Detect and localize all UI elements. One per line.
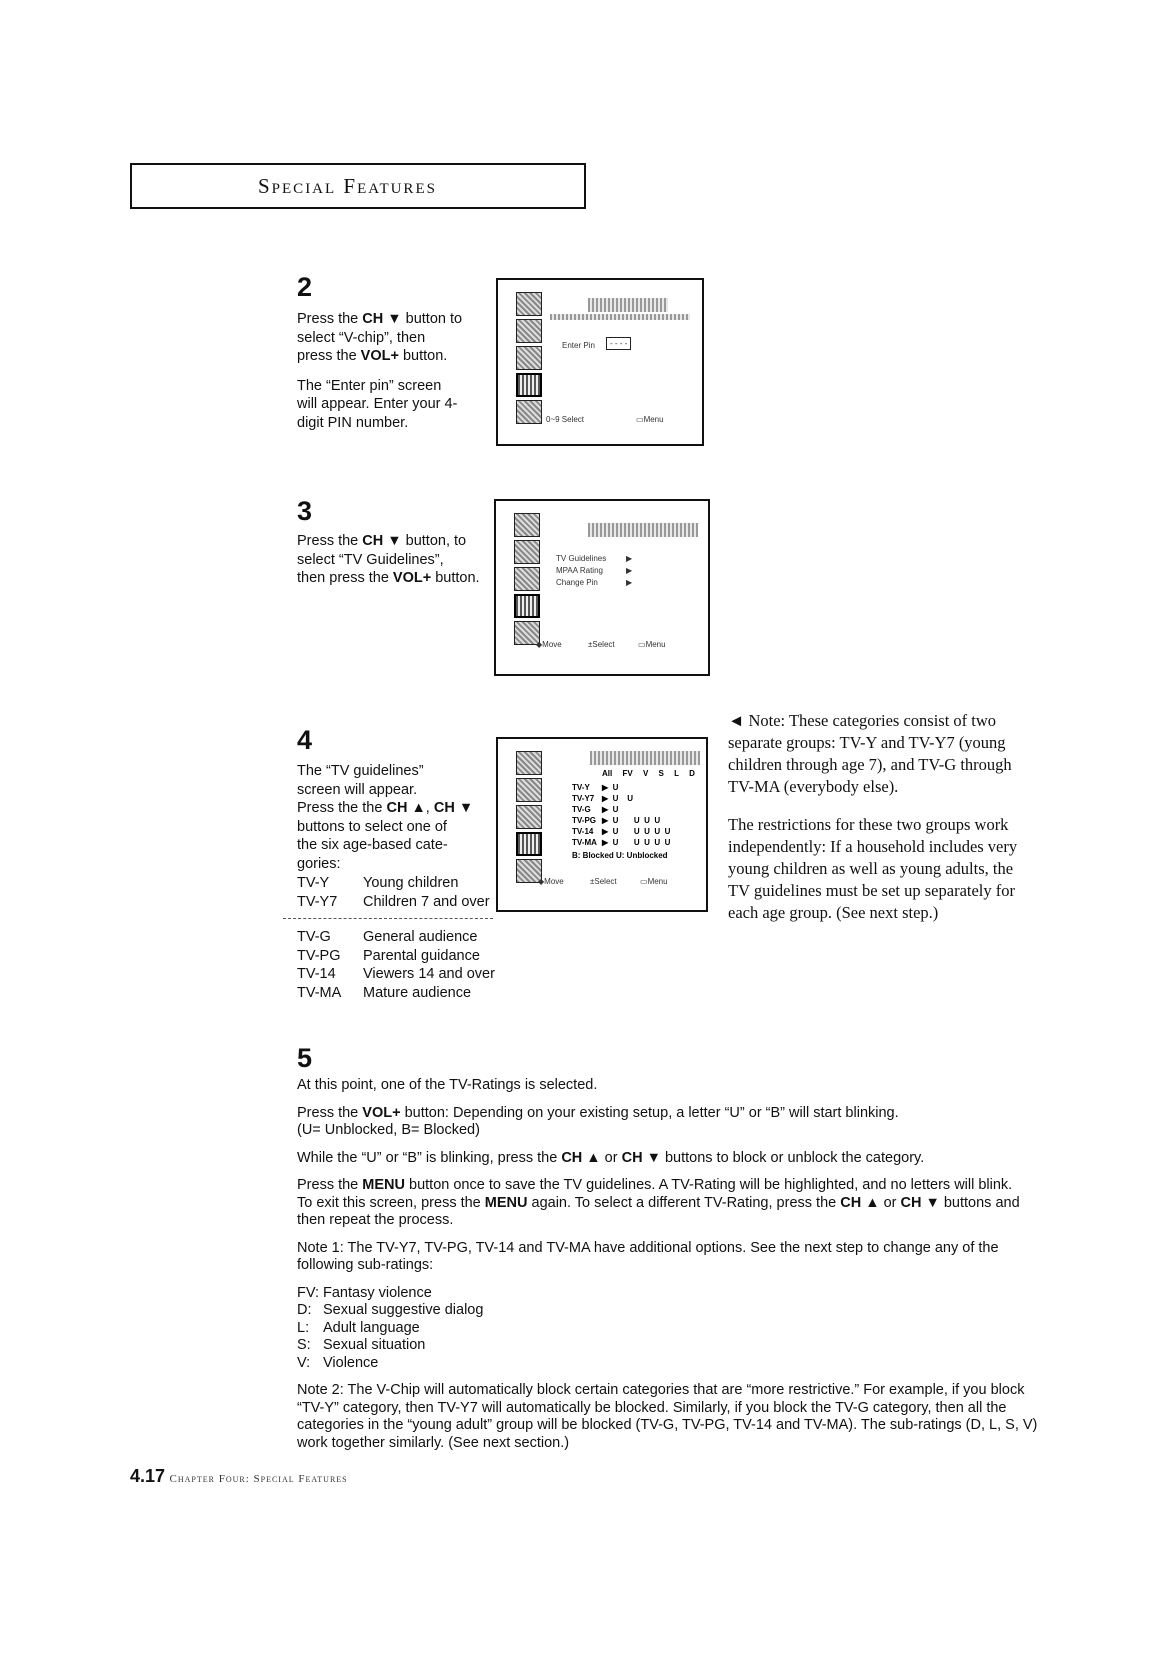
rating-row-tv-y7: TV-Y7 ▶ U U bbox=[572, 794, 634, 803]
sound-menu-icon bbox=[516, 319, 542, 343]
step-3-text: Press the CH ▼ button, to select “TV Guidelines”, then press the VOL+ button. bbox=[297, 533, 480, 586]
move-icon: ◆ bbox=[538, 877, 545, 886]
age-group-note: ◄ Note: These categories consist of two separate groups: TV-Y and TV-Y7 (young children through age 7), and TV-G through TV-MA (everybody else). The restrictions for these two groups work independently: If a household includes very young children as well as young adults, the TV guidelines must be set up separately for each age group. (See next step.) bbox=[728, 711, 1018, 922]
osd-title-banner bbox=[588, 523, 698, 537]
osd-title-banner bbox=[588, 298, 668, 312]
input-menu-icon bbox=[516, 400, 542, 424]
step-4-text: The “TV guidelines” screen will appear. Press the the CH ▲, CH ▼ buttons to select one of the six age-based cate- gories: bbox=[297, 763, 474, 872]
menu-icon: ▭ bbox=[640, 877, 648, 886]
step-4-number: 4 bbox=[297, 725, 313, 755]
menu-hint: ▭Menu bbox=[636, 415, 664, 424]
move-hint: ◆Move bbox=[536, 640, 562, 649]
tv-guidelines-menu-screen bbox=[494, 499, 710, 676]
rating-row-tv-y: TV-Y ▶ U bbox=[572, 783, 619, 792]
select-hint: 0~9 Select bbox=[546, 415, 585, 424]
rating-row-tv-g: TV-G ▶ U bbox=[572, 805, 619, 814]
osd-sidebar bbox=[516, 751, 544, 886]
move-icon: ◆ bbox=[536, 640, 543, 649]
select-icon: ± bbox=[588, 640, 593, 649]
select-hint: ±Select bbox=[588, 640, 615, 649]
setup-menu-icon bbox=[516, 832, 542, 856]
channel-menu-icon bbox=[516, 805, 542, 829]
tv-ratings-grid-screen bbox=[496, 737, 708, 912]
select-icon: ± bbox=[590, 877, 595, 886]
age-group-young: TV-Y Young children TV-Y7 Children 7 and over bbox=[297, 875, 490, 910]
rating-row-tv-ma: TV-MA ▶ U U U U U bbox=[572, 838, 671, 847]
menu-item-tv-guidelines: TV Guidelines bbox=[556, 554, 607, 563]
section-title: Special Features bbox=[258, 174, 437, 198]
group-divider bbox=[283, 918, 493, 919]
enter-pin-screen bbox=[496, 278, 704, 446]
pin-field: - - - - bbox=[606, 337, 631, 350]
chapter-title: Chapter Four: Special Features bbox=[169, 1473, 348, 1485]
menu-icon: ▭ bbox=[638, 640, 646, 649]
arrow-right-icon: ▶ bbox=[626, 554, 633, 563]
arrow-right-icon: ▶ bbox=[626, 578, 633, 587]
menu-hint: ▭Menu bbox=[638, 640, 666, 649]
picture-menu-icon bbox=[516, 751, 542, 775]
step-3-number: 3 bbox=[297, 496, 313, 526]
step-2-number: 2 bbox=[297, 272, 313, 302]
step-5-text: At this point, one of the TV-Ratings is selected. Press the VOL+ button: Depending on your existing setup, a letter “U” or “B” will start blinking. (U= Unblocked, B= Blocked) While the “U” or “B” is blinking, press the CH ▲ or CH ▼ buttons to block or unblock the category. Press the MENU button once to save the TV guidelines. A TV-Rating will be highlighted, and no letters will blink. To exit this screen, press the MENU again. To select a different TV-Rating, press the CH ▲ or CH ▼ buttons and then repeat the process. Note 1: The TV-Y7, TV-PG, TV-14 and TV-MA have additional options. See the next step to change any of the following sub-ratings: FV: Fantasy violence D: Sexual suggestive dialog L: Adult language S: Sexual situation V: Violence Note 2: The V-Chip will automatically block certain categories that are “more restrictive.” For example, if you block “TV-Y” category, then TV-Y7 will automatically be blocked. Similarly, if you block the TV-G category, then all the categories in the “young adult” group will be blocked (TV-G, TV-PG, TV-14 and TV-MA). The sub-ratings (D, L, S, V) work together similarly. (See next section.) bbox=[297, 1077, 1038, 1451]
select-hint: ±Select bbox=[590, 877, 617, 886]
page-footer bbox=[130, 1466, 348, 1487]
step-5-number: 5 bbox=[297, 1043, 313, 1073]
rating-row-tv-14: TV-14 ▶ U U U U U bbox=[572, 827, 671, 836]
osd-title-banner bbox=[590, 751, 700, 765]
picture-menu-icon bbox=[514, 513, 540, 537]
step-2-text: Press the CH ▼ button to select “V-chip”, then press the VOL+ button. The “Enter pin” screen will appear. Enter your 4- digit PIN number. bbox=[297, 311, 463, 431]
setup-menu-icon bbox=[514, 594, 540, 618]
rating-row-tv-pg: TV-PG ▶ U U U U bbox=[572, 816, 661, 825]
arrow-right-icon: ▶ bbox=[626, 566, 633, 575]
age-group-general: TV-G General audience TV-PG Parental guidance TV-14 Viewers 14 and over TV-MA Mature audience bbox=[297, 929, 495, 1001]
rating-columns-header: All FV V S L D bbox=[602, 769, 695, 778]
setup-menu-icon bbox=[516, 373, 542, 397]
menu-item-change-pin: Change Pin bbox=[556, 578, 598, 587]
channel-menu-icon bbox=[514, 567, 540, 591]
legend-blocked-unblocked: B: Blocked U: Unblocked bbox=[572, 851, 668, 860]
move-hint: ◆Move bbox=[538, 877, 564, 886]
osd-sidebar bbox=[514, 513, 542, 648]
page-number: 4.17 bbox=[130, 1466, 166, 1486]
sound-menu-icon bbox=[516, 778, 542, 802]
enter-pin-label: Enter Pin bbox=[562, 341, 595, 350]
osd-sidebar bbox=[516, 292, 544, 427]
menu-item-mpaa-rating: MPAA Rating bbox=[556, 566, 603, 575]
menu-icon: ▭ bbox=[636, 415, 644, 424]
osd-title-rule bbox=[550, 314, 690, 320]
sound-menu-icon bbox=[514, 540, 540, 564]
menu-hint: ▭Menu bbox=[640, 877, 668, 886]
picture-menu-icon bbox=[516, 292, 542, 316]
channel-menu-icon bbox=[516, 346, 542, 370]
